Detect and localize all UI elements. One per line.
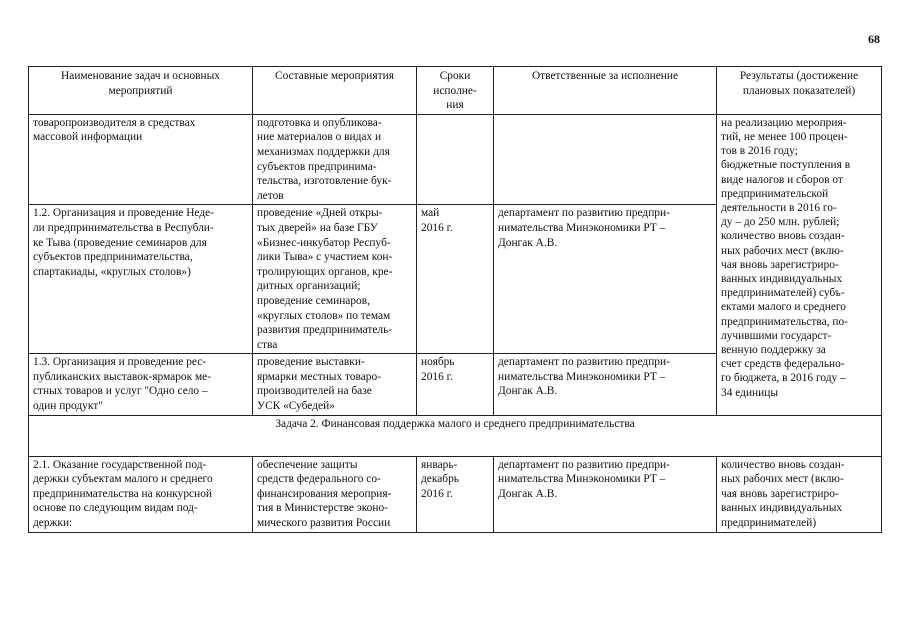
deadline-cell: январь- декабрь 2016 г. (417, 456, 494, 532)
header-deadline: Сроки исполне- ния (417, 67, 494, 115)
results-cell: на реализацию мероприя- тий, не менее 100 процен- тов в 2016 году; бюджетные поступления в виде налогов и сборов от предпринимательской деятельности в 2016 го- ду – до 250 млн. рублей; количество вновь создан- ных рабочих мест (вклю- чая вновь зарегистриро- ванных индивидуальных предпринимателей) субъ- ектами малого и среднего предпринимательства, по- лучившими государст- венную поддержку за счет средств федерально- го бюджета, в 2016 году – 34 единицы (717, 114, 882, 415)
page-number: 68 (868, 32, 880, 46)
task-cell: 1.2. Организация и проведение Неде- ли предпринимательства в Республи- ке Тыва (проведение семинаров для субъектов предпринимательства, спартакиады, «круглых столов») (29, 205, 253, 354)
responsible-cell: департамент по развитию предпри- нимательства Минэкономики РТ – Донгак А.В. (494, 205, 717, 354)
deadline-cell (417, 114, 494, 205)
responsible-cell: департамент по развитию предпри- нимательства Минэкономики РТ – Донгак А.В. (494, 456, 717, 532)
header-responsible: Ответственные за исполнение (494, 67, 717, 115)
activities-cell: проведение «Дней откры- тых дверей» на базе ГБУ «Бизнес-инкубатор Респуб- лики Тыва» с участием кон- тролирующих органов, кре- дитных организаций; проведение семинаров, «круглых столов» по темам развития предприниматель- ства (253, 205, 417, 354)
activities-cell: обеспечение защиты средств федерального со- финансирования мероприя- тия в Министерстве эконо- мического развития России (253, 456, 417, 532)
task-cell: 1.3. Организация и проведение рес- публиканских выставок-ярмарок ме- стных товаров и услуг "Одно село – один продукт" (29, 354, 253, 415)
task-heading-row (29, 415, 882, 456)
header-task: Наименование задач и основных мероприятий (29, 67, 253, 115)
results-cell: количество вновь создан- ных рабочих мест (вклю- чая вновь зарегистриро- ванных индивидуальных предпринимателей) (717, 456, 882, 532)
activities-cell: подготовка и опубликова- ние материалов о видах и механизмах поддержки для субъектов предпринима- тельства, изготовление бук- летов (253, 114, 417, 205)
task-2-heading: Задача 2. Финансовая поддержка малого и среднего предпринимательства (29, 415, 882, 456)
table-header-row (29, 67, 882, 115)
deadline-cell: ноябрь 2016 г. (417, 354, 494, 415)
table-row (29, 456, 882, 532)
header-activities: Составные мероприятия (253, 67, 417, 115)
responsible-cell: департамент по развитию предпри- нимательства Минэкономики РТ – Донгак А.В. (494, 354, 717, 415)
plan-table (28, 66, 882, 533)
responsible-cell (494, 114, 717, 205)
table-row (29, 114, 882, 205)
header-results: Результаты (достижение плановых показателей) (717, 67, 882, 115)
task-cell: 2.1. Оказание государственной под- держки субъектам малого и среднего предпринимательства на конкурсной основе по следующим видам под- держки: (29, 456, 253, 532)
deadline-cell: май 2016 г. (417, 205, 494, 354)
activities-cell: проведение выставки- ярмарки местных товаро- производителей на базе УСК «Субедей» (253, 354, 417, 415)
task-cell: товаропроизводителя в средствах массовой информации (29, 114, 253, 205)
